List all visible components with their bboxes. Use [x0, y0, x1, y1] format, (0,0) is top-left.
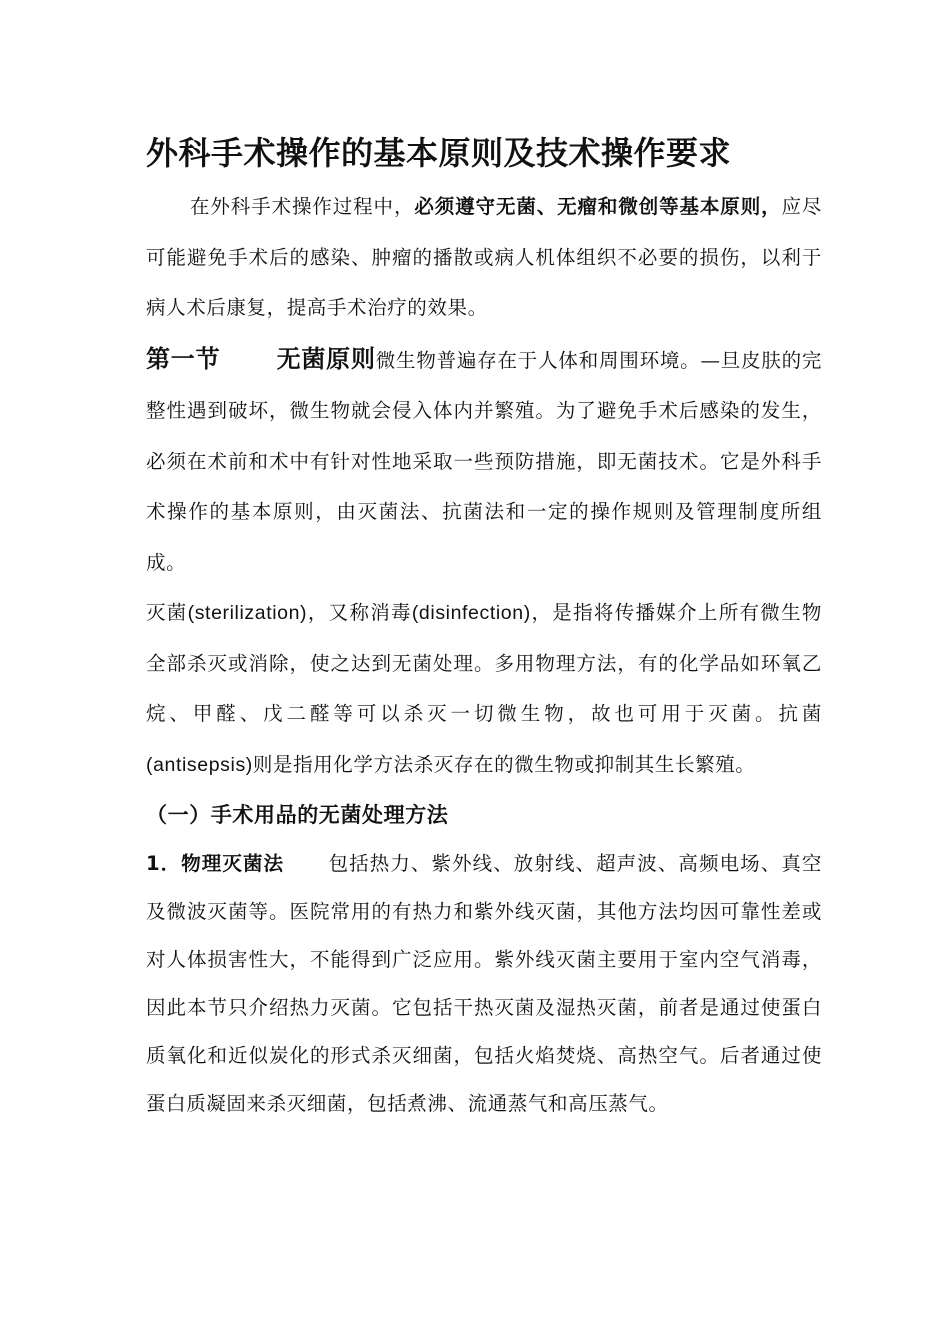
sterilization-text-c: 则是指用化学方法杀灭存在的微生物或抑制其生长繁殖。 [252, 752, 756, 776]
sterilization-paragraph [146, 588, 822, 790]
sterilization-term: 灭菌 [146, 601, 188, 624]
section1-text: 微生物普遍存在于人体和周围环境。—旦皮肤的完整性遇到破坏，微生物就会侵入体内并繁殖。为了避免手术后感染的发生，必须在术前和术中有针对性地采取一些预防措施，即无菌技术。它是外科手术操作的基本原则，由灭菌法、抗菌法和一定的操作规则及管理制度所组成。 [146, 348, 823, 574]
sterilization-text-b: ，是指将传播媒介上所有微生物全部杀灭或消除，使之达到无菌处理。多用物理方法，有的化学品如环氧乙烷、甲醛、戊二醛等可以杀灭一切微生物，故也可用于灭菌。抗菌 [146, 601, 822, 725]
document-title: 外科手术操作的基本原则及技术操作要求 [146, 134, 732, 172]
subsection1-heading: （一）手术用品的无菌处理方法 [146, 803, 449, 827]
intro-lead: 在外科手术操作过程中， [190, 195, 415, 218]
document-page [146, 130, 822, 1128]
section1-paragraph [146, 334, 822, 589]
disinfection-latin: (disinfection) [411, 602, 531, 624]
physical-label: 1．物理灭菌法 [146, 852, 285, 875]
intro-rest: 应尽可能避免手术后的感染、肿瘤的播散或病人机体组织不必要的损伤，以利于病人术后康复，提高手术治疗的效果。 [146, 195, 822, 319]
sterilization-latin: (sterilization) [187, 602, 308, 624]
section1-heading: 无菌原则 [276, 344, 376, 373]
antisepsis-latin: (antisepsis) [146, 753, 253, 776]
intro-paragraph [146, 182, 822, 334]
physical-sterilization-paragraph [146, 840, 822, 1128]
sterilization-text-a: ，又称消毒 [307, 601, 412, 624]
intro-bold-principles: 必须遵守无菌、无瘤和微创等基本原则， [414, 195, 782, 218]
section1-number: 第一节 [146, 344, 221, 373]
physical-text: 包括热力、紫外线、放射线、超声波、高频电场、真空及微波灭菌等。医院常用的有热力和紫外线灭菌，其他方法均因可靠性差或对人体损害性大，不能得到广泛应用。紫外线灭菌主要用于室内空气消毒，因此本节只介绍热力灭菌。它包括干热灭菌及湿热灭菌，前者是通过使蛋白质氧化和近似炭化的形式杀灭细菌，包括火焰焚烧、高热空气。后者通过使蛋白质凝固来杀灭细菌，包括煮沸、流通蒸气和高压蒸气。 [146, 852, 822, 1115]
